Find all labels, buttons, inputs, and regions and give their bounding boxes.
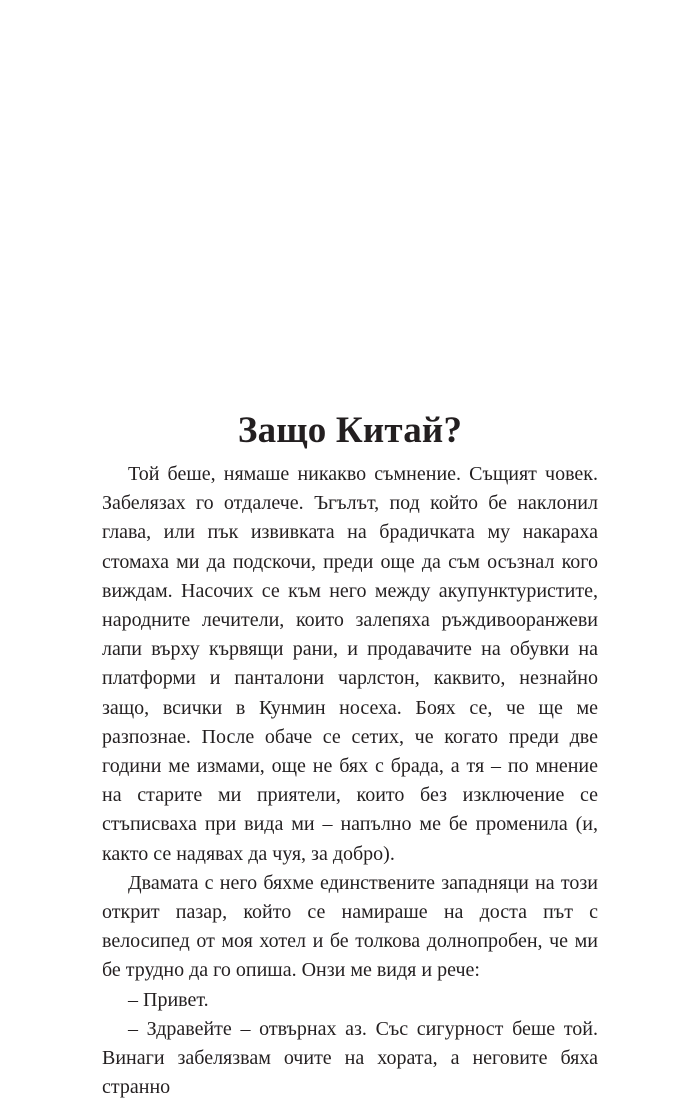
- chapter-title: Защо Китай?: [237, 409, 463, 451]
- paragraph: – Привет.: [128, 988, 209, 1011]
- paragraph: – Здравейте – отвърнах аз. Със сигурност беше той. Винаги забелязвам очите на хората, а неговите бяха странно: [102, 1017, 598, 1099]
- paragraph: Той беше, нямаше никакво съмнение. Същият човек. Забелязах го отдалече. Ъгълът, под който бе наклонил глава, или пък извивката на брадичката му накараха стомаха ми да подскочи, преди още да съм осъзнал кого виждам. Насочих се към него между акупунктуристите, народните лечители, които залепяха ръждивооранжеви лапи върху кървящи рани, и продавачите на обувки на платформи и панталони чарлстон, каквито, незнайно защо, всички в Кунмин носеха. Боях се, че ще ме разпознае. После обаче се сетих, че когато преди две години ме измами, още не бях с брада, а тя – по мнение на старите ми приятели, които без изключение се стъписваха при вида ми – напълно ме бе променила (и, както се надявах да чуя, за добро).: [102, 463, 598, 865]
- chapter-body: [102, 460, 598, 1102]
- paragraph: Двамата с него бяхме единствените западняци на този открит пазар, който се намираше на доста път с велосипед от моя хотел и бе толкова долнопробен, че ми бе трудно да го опиша. Онзи ме видя и рече:: [102, 871, 598, 982]
